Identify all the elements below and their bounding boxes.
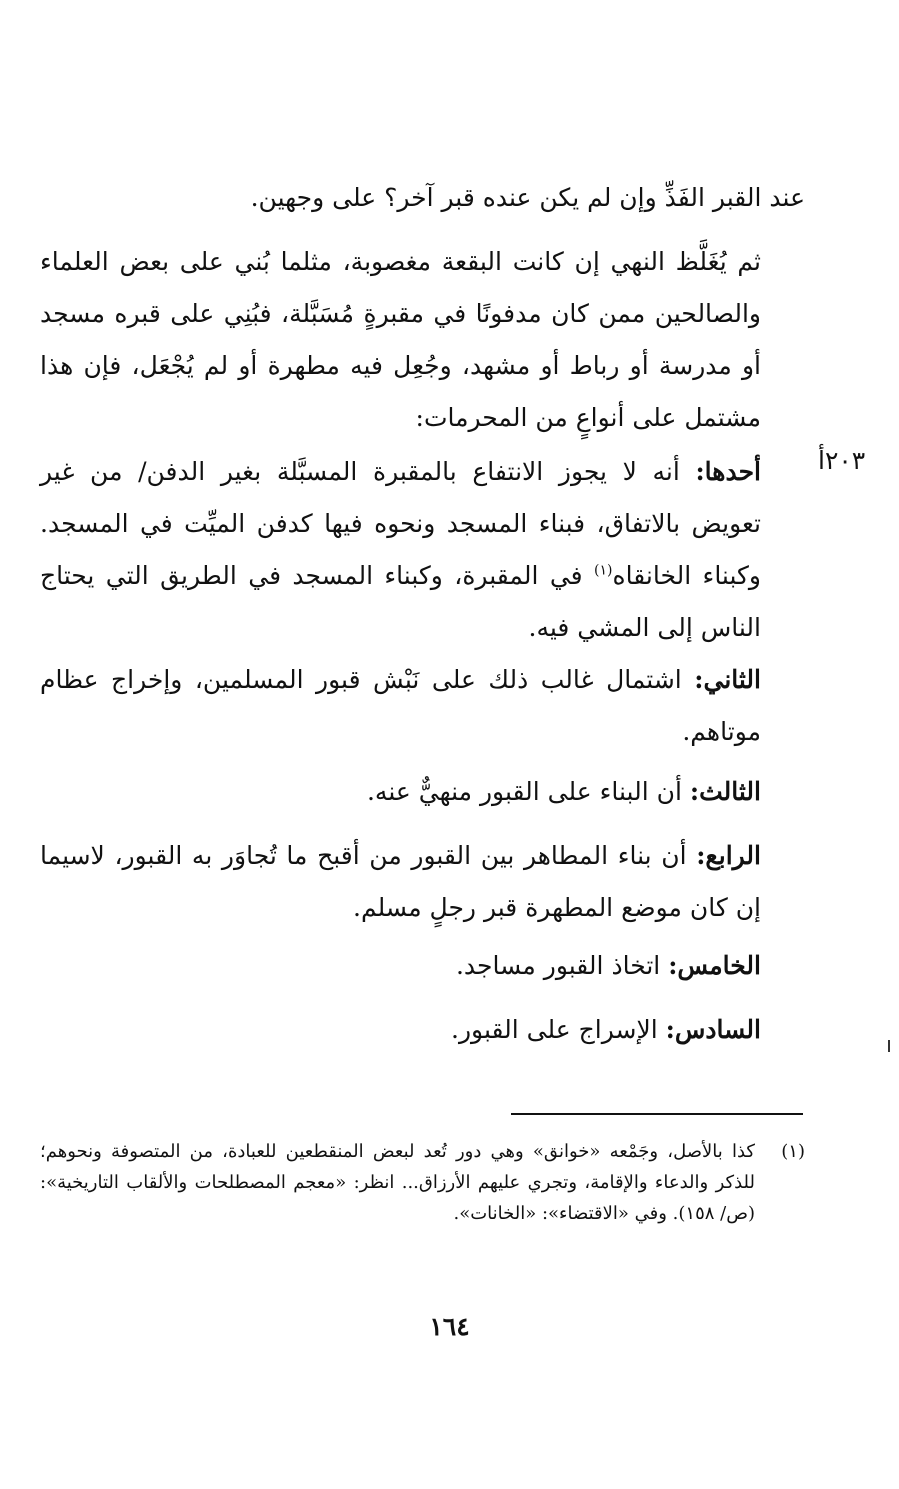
footnote-separator xyxy=(511,1113,803,1115)
intro-paragraph xyxy=(40,236,805,444)
item-first xyxy=(40,446,805,654)
manuscript-folio-ref: ٢٠٣أ xyxy=(818,446,866,475)
item-text: أن البناء على القبور منهيٌّ عنه. xyxy=(366,777,682,806)
item-label: الثاني: xyxy=(694,665,761,694)
item-text: أن بناء المطاهر بين القبور من أقبح ما تُجاوَر به القبور، لاسيما إن كان موضع المطهرة قبر رجلٍ مسلم. xyxy=(40,841,761,922)
item-fifth xyxy=(40,940,805,992)
footnote-text: كذا بالأصل، وجَمْعه «خوانق» وهي دور تُعد لبعض المنقطعين للعبادة، من المتصوفة ونحوهم؛ للذكر والدعاء والإقامة، وتجري عليهم الأرزاق... انظر: «معجم المصطلحات والألقاب التاريخية»: (ص/ ١٥٨). وفي «الاقتضاء»: «الخانات». xyxy=(40,1141,755,1224)
item-label: الرابع: xyxy=(696,841,761,870)
item-label: الثالث: xyxy=(689,777,761,806)
item-text: اتخاذ القبور مساجد. xyxy=(455,951,661,980)
item-label: أحدها: xyxy=(695,457,761,486)
opening-line: عند القبر الفَذِّ وإن لم يكن عنده قبر آخر؟ على وجهين. xyxy=(250,183,805,212)
item-text: اشتمال غالب ذلك على نَبْش قبور المسلمين، وإخراج عظام موتاهم. xyxy=(40,665,761,746)
intro-paragraph-text: ثم يُغَلَّظ النهي إن كانت البقعة مغصوبة، مثلما بُني على بعض العلماء والصالحين ممن كان مدفونًا في مقبرةٍ مُسَبَّلة، فبُنِي على قبره مسجد أو مدرسة أو رباط أو مشهد، وجُعِل فيه مطهرة أو لم يُجْعَل، فإن هذا مشتمل على أنواعٍ من المحرمات: xyxy=(40,247,761,432)
item-label: السادس: xyxy=(665,1015,761,1044)
item-label: الخامس: xyxy=(668,951,761,980)
footnote-marker: (١) xyxy=(594,562,613,579)
item-second xyxy=(40,654,805,758)
scan-edge-mark xyxy=(888,1040,890,1052)
item-text: أنه لا يجوز الانتفاع بالمقبرة المسبَّلة بغير الدفن/ من غير تعويض بالاتفاق، فبناء المسجد ونحوه فيها كدفن الميِّت في المسجد. وكبناء الخانقاه xyxy=(40,457,761,590)
item-text-continued: في المقبرة، وكبناء المسجد في الطريق التي يحتاج الناس إلى المشي فيه. xyxy=(40,561,761,642)
item-third xyxy=(40,766,805,818)
footnote xyxy=(40,1136,805,1229)
item-sixth xyxy=(40,1004,805,1056)
footnote-number: (١) xyxy=(781,1141,805,1162)
item-text: الإسراج على القبور. xyxy=(451,1015,658,1044)
item-fourth xyxy=(40,830,805,934)
page-number: ١٦٤ xyxy=(429,1312,470,1341)
